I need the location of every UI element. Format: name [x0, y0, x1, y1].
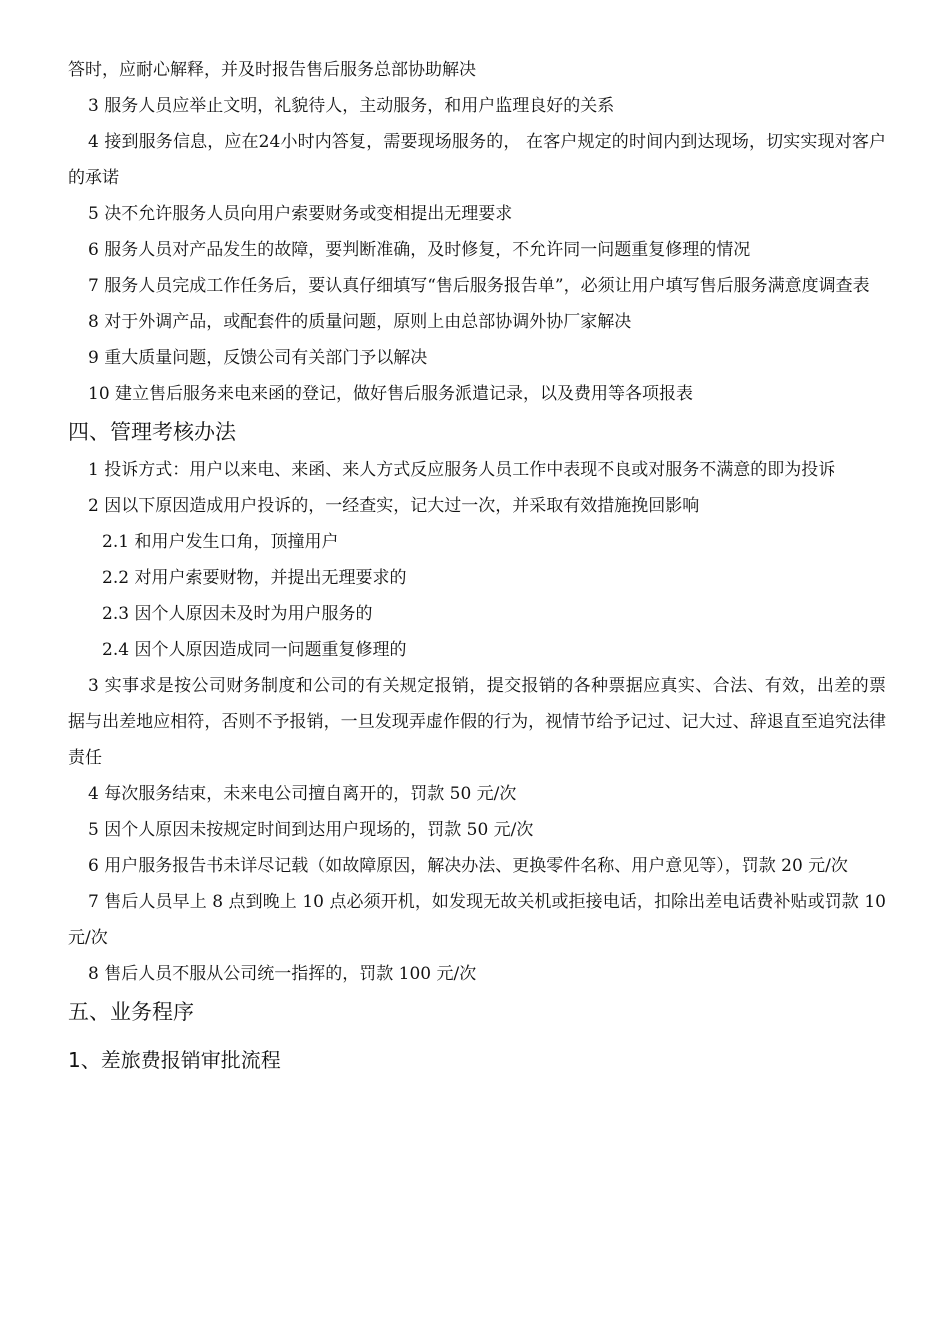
sub-list-item: 2.2 对用户索要财物，并提出无理要求的 — [102, 568, 407, 588]
list-item: 2 因以下原因造成用户投诉的，一经查实，记大过一次，并采取有效措施挽回影响 — [88, 496, 700, 516]
section-heading-management: 四、管理考核办法 — [68, 420, 236, 444]
list-item: 4 接到服务信息，应在24小时内答复，需要现场服务的， 在客户规定的时间内到达现场，切实实现对客户的承诺 — [68, 132, 886, 188]
list-item: 6 服务人员对产品发生的故障，要判断准确，及时修复，不允许同一问题重复修理的情况 — [88, 240, 751, 260]
continuation-paragraph: 答时，应耐心解释，并及时报告售后服务总部协助解决 — [68, 60, 476, 80]
list-item: 8 售后人员不服从公司统一指挥的，罚款 100 元/次 — [88, 964, 477, 984]
list-item: 6 用户服务报告书未详尽记载（如故障原因，解决办法、更换零件名称、用户意见等），罚款 20 元/次 — [88, 856, 848, 876]
list-item: 7 服务人员完成工作任务后，要认真仔细填写“售后服务报告单”，必须让用户填写售后服务满意度调查表 — [88, 276, 870, 296]
list-item: 3 实事求是按公司财务制度和公司的有关规定报销，提交报销的各种票据应真实、合法、有效，出差的票据与出差地应相符，否则不予报销，一旦发现弄虚作假的行为，视情节给予记过、记大过、辞退直至追究法律责任 — [68, 676, 886, 768]
sub-list-item: 2.1 和用户发生口角，顶撞用户 — [102, 532, 339, 552]
list-item: 5 因个人原因未按规定时间到达用户现场的，罚款 50 元/次 — [88, 820, 534, 840]
sub-list-item: 2.4 因个人原因造成同一问题重复修理的 — [102, 640, 407, 660]
list-item: 9 重大质量问题，反馈公司有关部门予以解决 — [88, 348, 428, 368]
list-item: 4 每次服务结束，未来电公司擅自离开的，罚款 50 元/次 — [88, 784, 517, 804]
list-item: 8 对于外调产品，或配套件的质量问题，原则上由总部协调外协厂家解决 — [88, 312, 632, 332]
document-page — [68, 52, 886, 1080]
subsection-heading-travel-reimbursement: 1、差旅费报销审批流程 — [68, 1048, 281, 1072]
list-item: 10 建立售后服务来电来函的登记，做好售后服务派遣记录，以及费用等各项报表 — [88, 384, 694, 404]
sub-list-item: 2.3 因个人原因未及时为用户服务的 — [102, 604, 373, 624]
section-heading-procedure: 五、业务程序 — [68, 1000, 194, 1024]
list-item: 5 决不允许服务人员向用户索要财务或变相提出无理要求 — [88, 204, 513, 224]
list-item: 1 投诉方式：用户以来电、来函、来人方式反应服务人员工作中表现不良或对服务不满意的即为投诉 — [88, 460, 836, 480]
list-item: 3 服务人员应举止文明，礼貌待人，主动服务，和用户监理良好的关系 — [88, 96, 615, 116]
list-item: 7 售后人员早上 8 点到晚上 10 点必须开机，如发现无故关机或拒接电话，扣除出差电话费补贴或罚款 10 元/次 — [68, 892, 886, 948]
